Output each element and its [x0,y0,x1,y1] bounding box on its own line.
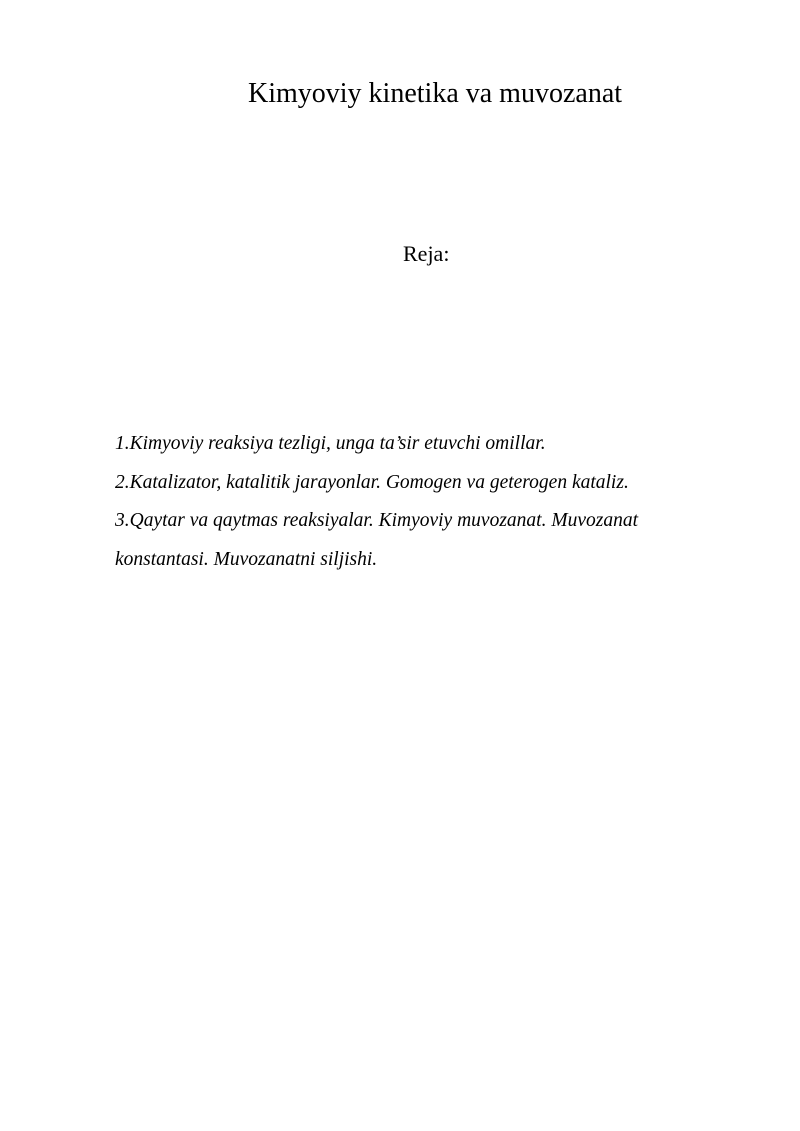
plan-list [115,425,715,579]
plan-item: 2.Katalizator, katalitik jarayonlar. Gomogen va geterogen kataliz. [115,471,629,493]
plan-heading: Reja: [403,241,450,266]
plan-item: 3.Qaytar va qaytmas reaksiyalar. Kimyoviy muvozanat. Muvozanat konstantasi. Muvozanatni siljishi. [115,510,638,570]
document-title: Kimyoviy kinetika va muvozanat [248,78,623,109]
plan-item: 1.Kimyoviy reaksiya tezligi, unga ta’sir etuvchi omillar. [115,433,546,454]
